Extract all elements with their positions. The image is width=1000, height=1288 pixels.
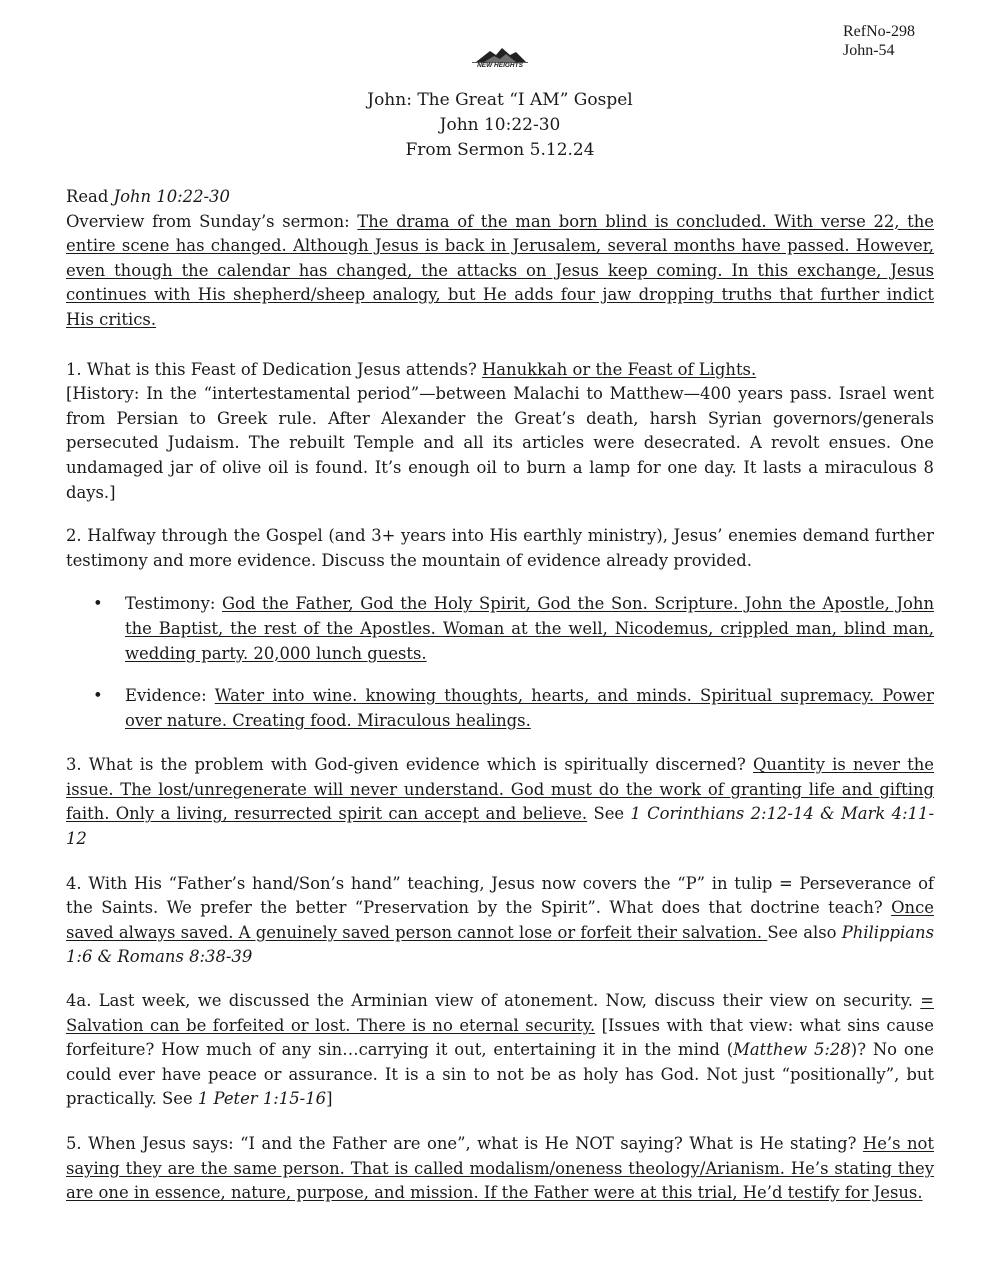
answer-3: Quantity is never the issue. The lost/unregenerate will never understand. God must do the work of granting life and gifting faith. Only a living, resurrected spirit can accept and believe.	[66, 755, 934, 824]
answer-4: Once saved always saved. A genuinely saved person cannot lose or forfeit their salvation.	[66, 898, 934, 942]
question-5: 5. When Jesus says: “I and the Father are one”, what is He NOT saying? What is He stating? He’s not saying they are the same person. That is called modalism/oneness theology/Arianism. He’s stating they are one in essence, nature, purpose, and mission. If the Father were at this trial, He’d testify for Jesus.	[66, 1134, 935, 1203]
read-line: Read John 10:22-30	[66, 187, 230, 206]
question-2: 2. Halfway through the Gospel (and 3+ years into His earthly ministry), Jesus’ enemies demand further testimony and more evidence. Discuss the mountain of evidence already provided.	[66, 526, 934, 570]
mountain-icon	[470, 47, 530, 63]
series-title: John: The Great “I AM” Gospel	[367, 90, 633, 110]
reference-number-block	[843, 22, 915, 60]
overview-answer: The drama of the man born blind is concluded. With verse 22, the entire scene has changed. Although Jesus is back in Jerusalem, several months have passed. However, even though the calendar has changed, the attacks on Jesus keep coming. In this exchange, Jesus continues with His shepherd/sheep analogy, but He adds four jaw dropping truths that further indict His critics.	[66, 211, 934, 329]
sermon-date: From Sermon 5.12.24	[405, 140, 595, 160]
testimony-answer: God the Father, God the Holy Spirit, God the Son. Scripture. John the Apostle, John the Baptist, the rest of the Apostles. Woman at the well, Nicodemus, crippled man, blind man, wedding party. 20,000 lunch guests.	[125, 594, 934, 663]
scripture-reference: Philippians 1:6 & Romans 8:38-39	[66, 922, 935, 967]
question-1: 1. What is this Feast of Dedication Jesus attends? Hanukkah or the Feast of Lights.	[66, 359, 757, 379]
read-reference: John 10:22-30	[113, 187, 230, 206]
answer-5: He’s not saying they are the same person. That is called modalism/oneness theology/Arianism. He’s stating they are one in essence, nature, purpose, and mission. If the Father were at this trial, He’d testify for Jesus.	[66, 1134, 935, 1203]
question-3: 3. What is the problem with God-given evidence which is spiritually discerned? Quantity is never the issue. The lost/unregenerate will never understand. God must do the work of granting life and gifting faith. Only a living, resurrected spirit can accept and believe. See 1 Corinthians 2:12-14 & Mark 4:11-12	[66, 755, 934, 849]
scripture-reference: Matthew 5:28	[733, 1040, 851, 1060]
question-4a: 4a. Last week, we discussed the Arminian view of atonement. Now, discuss their view on security. = Salvation can be forfeited or lost. There is no eternal security. [Issues with that view: what sins cause forfeiture? How much of any sin…carrying it out, entertaining it in the mind (Matthew 5:28)? No one could ever have peace or assurance. It is a sin to not be as holy has God. Not just “positionally”, but practically. See 1 Peter 1:15-16]	[66, 991, 935, 1109]
scripture-reference: 1 Corinthians 2:12-14 & Mark 4:11-12	[66, 804, 934, 849]
bullet-icon: •	[93, 686, 103, 706]
list-item: • Evidence: Water into wine. knowing thoughts, hearts, and minds. Spiritual supremacy. Power over nature. Creating food. Miraculous healings.	[93, 686, 934, 730]
history-note: [History: In the “intertestamental period”—between Malachi to Matthew—400 years pass. Israel went from Persian to Greek rule. After Alexander the Great’s death, harsh Syrian governors/generals persecuted Judaism. The rebuilt Temple and all its articles were desecrated. A revolt ensues. One undamaged jar of olive oil is found. It’s enough oil to burn a lamp for one day. It lasts a miraculous 8 days.]	[66, 384, 934, 502]
list-item: • Testimony: God the Father, God the Holy Spirit, God the Son. Scripture. John the Apostle, John the Baptist, the rest of the Apostles. Woman at the well, Nicodemus, crippled man, blind man, wedding party. 20,000 lunch guests.	[93, 594, 934, 663]
evidence-answer: Water into wine. knowing thoughts, hearts, and minds. Spiritual supremacy. Power over nature. Creating food. Miraculous healings.	[125, 686, 934, 730]
ref-number: RefNo-298	[843, 23, 915, 40]
answer-1: Hanukkah or the Feast of Lights.	[481, 359, 757, 379]
document-header	[0, 88, 1000, 163]
ref-series: John-54	[843, 42, 895, 59]
logo-text: NEW HEIGHTS	[477, 62, 523, 69]
overview-label: Overview from Sunday’s sermon:	[66, 211, 358, 231]
bullet-icon: •	[93, 594, 103, 614]
document-body	[66, 185, 934, 1206]
evidence-list	[66, 592, 934, 733]
answer-4a: = Salvation can be forfeited or lost. There is no eternal security.	[66, 991, 934, 1035]
scripture-reference: 1 Peter 1:15-16	[197, 1089, 327, 1109]
question-4: 4. With His “Father’s hand/Son’s hand” teaching, Jesus now covers the “P” in tulip = Perseverance of the Saints. We prefer the better “Preservation by the Spirit”. What does that doctrine teach? Once saved always saved. A genuinely saved person cannot lose or forfeit their salvation. See also Philippians 1:6 & Romans 8:38-39	[66, 873, 935, 967]
overview-paragraph	[66, 210, 934, 333]
church-logo	[470, 47, 530, 77]
passage-title: John 10:22-30	[439, 115, 561, 135]
